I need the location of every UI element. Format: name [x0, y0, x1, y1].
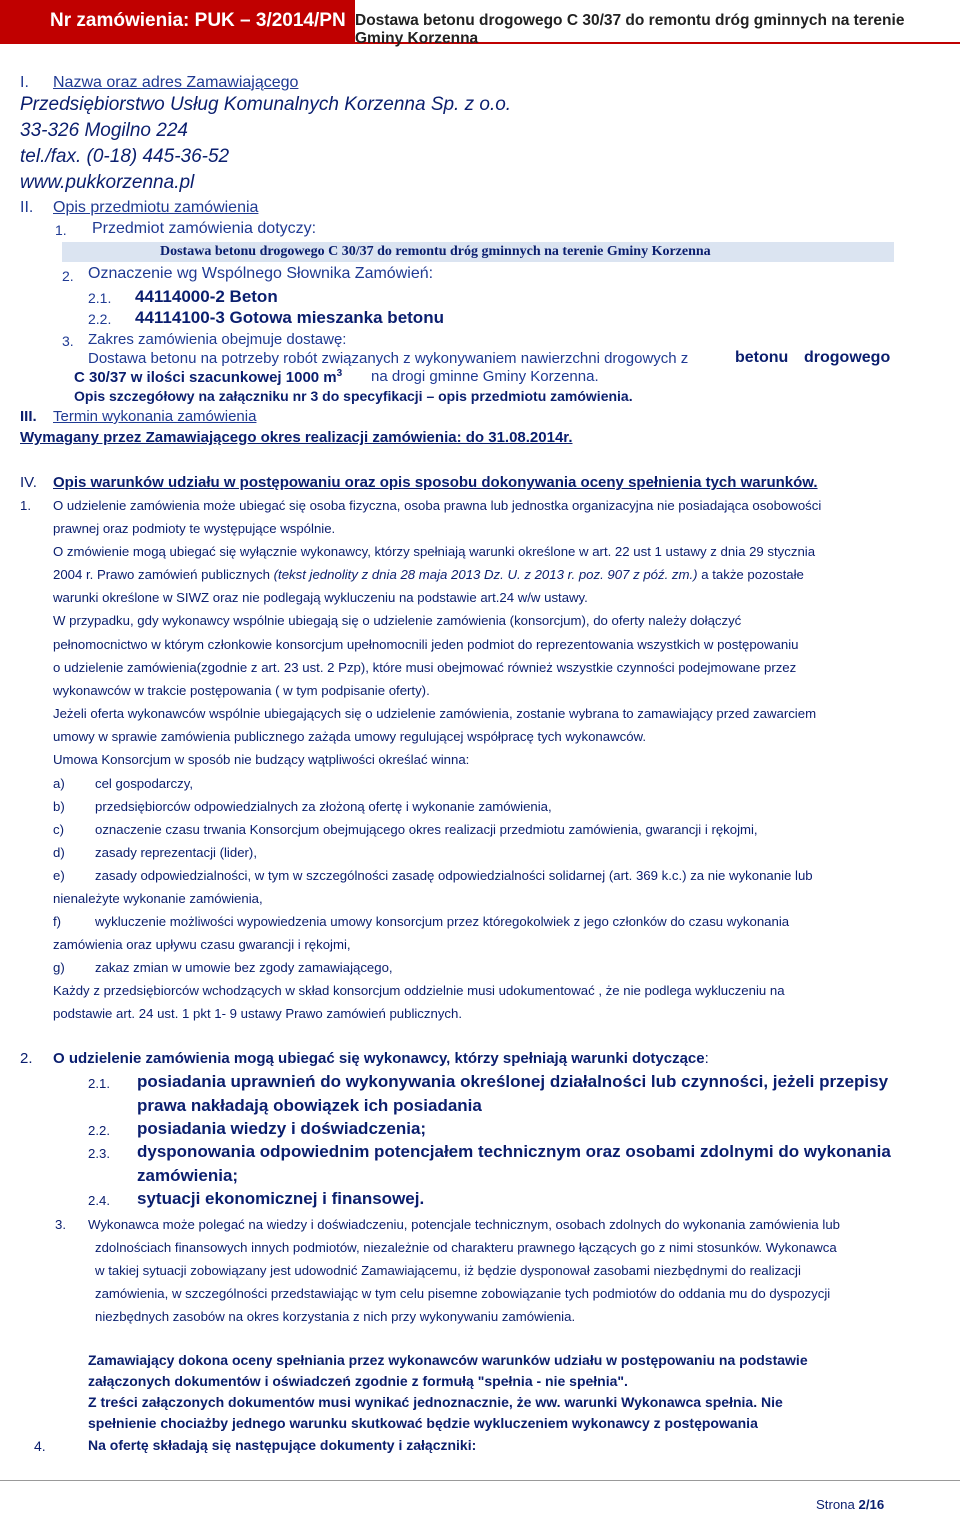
section-3-number: III.: [20, 408, 37, 425]
company-phone: tel./fax. (0-18) 445-36-52: [20, 146, 230, 167]
scope-line-2b: na drogi gminne Gminy Korzenna.: [371, 368, 599, 385]
list-item-g: zakaz zmian w umowie bez zgody zamawiającego,: [95, 960, 393, 975]
item-2-text: Oznaczenie wg Wspólnego Słownika Zamówień:: [88, 265, 434, 282]
iv-3-line-3: w takiej sytuacji zobowiązany jest udowodnić Zamawiającemu, iż będzie dysponował zasobami niezbędnymi do realizacji: [95, 1263, 801, 1278]
iv-line-1: O udzielenie zamówienia może ubiegać się osoba fizyczna, osoba prawna lub jednostka organizacyjna nie posiadająca osobowości: [53, 498, 822, 513]
condition-2-3-number: 2.3.: [88, 1146, 110, 1161]
item-3-number: 3.: [62, 333, 74, 349]
section-1-number: I.: [20, 74, 29, 91]
cpv-1: 44114000-2 Beton: [135, 287, 278, 306]
list-item-d-letter: d): [53, 845, 65, 860]
condition-2-2-number: 2.2.: [88, 1123, 110, 1138]
condition-2-4-number: 2.4.: [88, 1193, 110, 1208]
condition-2-1-line-2: prawa nakładają obowiązek ich posiadania: [137, 1096, 482, 1115]
item-2-number: 2.: [62, 268, 74, 284]
evaluation-line-3: Z treści załączonych dokumentów musi wynikać jednoznacznie, że ww. warunki Wykonawca spełnia. Nie: [88, 1394, 783, 1410]
list-item-f-cont: zamówienia oraz upływu czasu gwarancji i rękojmi,: [53, 937, 351, 952]
condition-2-3-line-1: dysponowania odpowiednim potencjałem technicznym oraz osobami zdolnymi do wykonania: [137, 1142, 891, 1161]
list-item-f: wykluczenie możliwości wypowiedzenia umowy konsorcjum przez któregokolwiek z jego członków do czasu wykonania: [95, 914, 790, 929]
list-item-e-cont: nienależyte wykonanie zamówienia,: [53, 891, 263, 906]
list-item-d: zasady reprezentacji (lider),: [95, 845, 257, 860]
evaluation-line-2: załączonych dokumentów i oświadczeń zgodnie z formułą "spełnia - nie spełnia".: [88, 1373, 628, 1389]
condition-2-4: sytuacji ekonomicznej i finansowej.: [137, 1189, 425, 1208]
order-number-box: [0, 0, 355, 44]
iv-item-2-number: 2.: [20, 1050, 33, 1067]
iv-line-7: pełnomocnictwo w którym członkowie konsorcjum upełnomocnili jeden podmiot do reprezentowania wszystkich w postępowaniu: [53, 637, 799, 652]
section-4-number: IV.: [20, 474, 37, 491]
item-3-text: Zakres zamówienia obejmuje dostawę:: [88, 331, 347, 348]
iv-line-4: 2004 r. Prawo zamówień publicznych (tekst jednolity z dnia 28 maja 2013 Dz. U. z 2013 r. poz. 907 z póź. zm.) a także pozostałe: [53, 567, 804, 582]
iv-line-5: warunki określone w SIWZ oraz nie podlegają wykluczeniu na podstawie art.24 w/w ustawy.: [53, 590, 588, 605]
iv-item-3-number: 3.: [55, 1217, 66, 1232]
list-item-b-letter: b): [53, 799, 65, 814]
footer-divider: [0, 1480, 960, 1481]
list-item-c: oznaczenie czasu trwania Konsorcjum obejmującego okres realizacji przedmiotu zamówienia, gwarancji i rękojmi,: [95, 822, 758, 837]
iv-line-9: wykonawców w trakcie postępowania ( w tym podpisanie oferty).: [53, 683, 430, 698]
header-title: Dostawa betonu drogowego C 30/37 do remontu dróg gminnych na terenie Gminy Korzenna: [355, 12, 905, 47]
condition-2-3-line-2: zamówienia;: [137, 1166, 239, 1185]
list-item-g-letter: g): [53, 960, 65, 975]
subject-band-text: Dostawa betonu drogowego C 30/37 do remontu dróg gminnych na terenie Gminy Korzenna: [160, 244, 711, 259]
condition-2-1-number: 2.1.: [88, 1076, 110, 1091]
header-title-box: [355, 0, 960, 47]
iv-line-8: o udzielenie zamówienia(zgodnie z art. 23 ust. 2 Pzp), które musi obejmować również wszystkie czynności podejmowane przez: [53, 660, 797, 675]
section-3-heading: Termin wykonania zamówienia: [53, 408, 257, 425]
list-item-a: cel gospodarczy,: [95, 776, 193, 791]
company-website[interactable]: www.pukkorzenna.pl: [20, 172, 195, 193]
list-item-f-letter: f): [53, 914, 62, 929]
list-item-b: przedsiębiorców odpowiedzialnych za złożoną ofertę i wykonanie zamówienia,: [95, 799, 552, 814]
iv-line-12: Umowa Konsorcjum w sposób nie budzący wątpliwości określać winna:: [53, 752, 470, 767]
page-header: [0, 0, 960, 47]
iv-3-line-5: niezbędnych zasobów na okres korzystania z nich przy wykonywaniu zamówienia.: [95, 1309, 576, 1324]
iv-3-line-1: Wykonawca może polegać na wiedzy i doświadczeniu, potencjale technicznym, osobach zdolnych do wykonania zamówienia lub: [88, 1217, 840, 1232]
order-number: Nr zamówienia: PUK – 3/2014/PN: [50, 10, 346, 31]
iv-line-10: Jeżeli oferta wykonawców wspólnie ubiegających się o udzielenie zamówienia, zostanie wybrana to zamawiający przed zawarciem: [53, 706, 817, 721]
list-item-e: zasady odpowiedzialności, w tym w szczególności zasadę odpowiedzialności solidarnej (art. 369 k.c.) za nie wykonanie lub: [95, 868, 813, 883]
evaluation-line-4: spełnienie chociażby jednego warunku skutkować będzie wykluczeniem wykonawcy z postępowania: [88, 1415, 758, 1431]
item-1-number: 1.: [55, 222, 67, 238]
list-item-e-letter: e): [53, 868, 65, 883]
iv-line-3: O zmówienie mogą ubiegać się wyłącznie wykonawcy, którzy spełniają warunki określone w art. 22 ust 1 ustawy z dnia 29 stycznia: [53, 544, 816, 559]
iv-3-line-2: zdolnościach finansowych innych podmiotów, niezależnie od charakteru prawnego łączących go z nimi stosunków. Wykonawca: [95, 1240, 837, 1255]
page-number: Strona 2/16: [816, 1497, 885, 1512]
list-item-c-letter: c): [53, 822, 64, 837]
company-address: 33-326 Mogilno 224: [20, 120, 188, 141]
iv-3-line-4: zamówienia, w szczególności przedstawiając w tym celu pisemne zobowiązanie tych podmiotów do oddania mu do dyspozycji: [95, 1286, 831, 1301]
consortium-tail-2: podstawie art. 24 ust. 1 pkt 1- 9 ustawy Prawo zamówień publicznych.: [53, 1006, 463, 1021]
consortium-tail-1: Każdy z przedsiębiorców wchodzących w skład konsorcjum oddzielnie musi udokumentować , że nie podlega wykluczeniu na: [53, 983, 785, 998]
condition-2-1-line-1: posiadania uprawnień do wykonywania określonej działalności lub czynności, jeżeli przepisy: [137, 1072, 889, 1091]
scope-line-1b: betonu: [735, 349, 789, 366]
section-2-number: II.: [20, 199, 34, 216]
deadline-text: Wymagany przez Zamawiającego okres realizacji zamówienia: do 31.08.2014r.: [20, 429, 573, 446]
iv-line-6: W przypadku, gdy wykonawcy wspólnie ubiegają się o udzielenie zamówienia (konsorcjum), do oferty należy dołączyć: [53, 613, 742, 628]
cpv-2-number: 2.2.: [88, 311, 112, 327]
iv-item-4-text: Na ofertę składają się następujące dokumenty i załączniki:: [88, 1437, 477, 1453]
cpv-2: 44114100-3 Gotowa mieszanka betonu: [135, 308, 444, 327]
iv-line-2: prawnej oraz podmioty te występujące wspólnie.: [53, 521, 336, 536]
list-item-a-letter: a): [53, 776, 65, 791]
iv-item-2-text: O udzielenie zamówienia mogą ubiegać się wykonawcy, którzy spełniają warunki dotyczące:: [53, 1050, 709, 1067]
iv-item-4-number: 4.: [34, 1438, 46, 1454]
company-name: Przedsiębiorstwo Usług Komunalnych Korzenna Sp. z o.o.: [20, 94, 512, 115]
iv-line-11: umowy w sprawie zamówienia publicznego zażąda umowy regulującej współpracę tych wykonawców.: [53, 729, 646, 744]
condition-2-2: posiadania wiedzy i doświadczenia;: [137, 1119, 427, 1138]
section-4-heading: Opis warunków udziału w postępowaniu oraz opis sposobu dokonywania oceny spełnienia tych warunków.: [53, 474, 818, 491]
section-2-heading: Opis przedmiotu zamówienia: [53, 199, 259, 216]
iv-item-1-number: 1.: [20, 498, 31, 513]
section-1-heading: Nazwa oraz adres Zamawiającego: [53, 74, 299, 91]
scope-line-3: Opis szczegółowy na załączniku nr 3 do specyfikacji – opis przedmiotu zamówienia.: [74, 388, 633, 404]
item-1-text: Przedmiot zamówienia dotyczy:: [92, 220, 317, 237]
scope-line-1c: drogowego: [804, 349, 891, 366]
scope-line-2a: C 30/37 w ilości szacunkowej 1000 $m^3$: [74, 368, 343, 386]
cpv-1-number: 2.1.: [88, 290, 112, 306]
evaluation-line-1: Zamawiający dokona oceny spełniania przez wykonawców warunków udziału w postępowaniu na podstawie: [88, 1352, 808, 1368]
scope-line-1a: Dostawa betonu na potrzeby robót związanych z wykonywaniem nawierzchni drogowych z: [88, 350, 689, 367]
